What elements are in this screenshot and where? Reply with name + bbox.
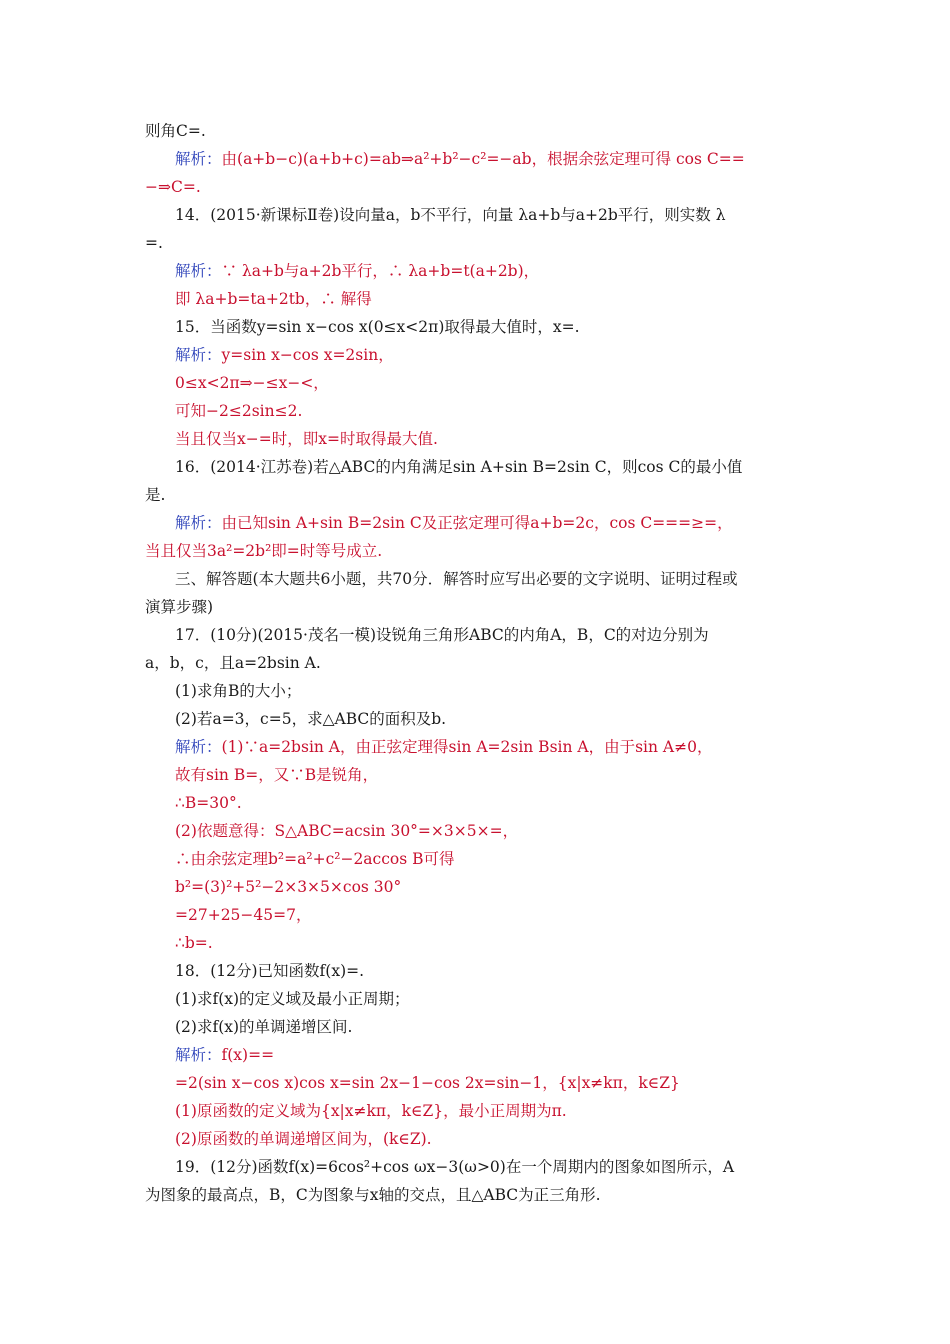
question-line: 16．(2014·江苏卷)若△ABC的内角满足sin A+sin B=2sin C，则cos C的最小值 — [175, 458, 743, 476]
question-line: (2)若a=3，c=5，求△ABC的面积及b. — [175, 710, 447, 728]
solution-label: 解析： — [175, 514, 222, 532]
solution-label: 解析： — [175, 738, 222, 756]
solution-line: (1)原函数的定义域为{x|x≠kπ，k∈Z}，最小正周期为π. — [175, 1102, 567, 1120]
question-line: 15．当函数y=sin x−cos x(0≤x<2π)取得最大值时，x=. — [175, 318, 580, 336]
solution-line: 解析：由(a+b−c)(a+b+c)=ab⇒a²+b²−c²=−ab，根据余弦定理可得 cos C== — [175, 150, 745, 168]
solution-line: 可知−2≤2sin≤2. — [175, 402, 303, 420]
solution-line: 故有sin B=，又∵B是锐角， — [175, 766, 379, 784]
solution-label: 解析： — [175, 346, 222, 364]
solution-line: 解析：(1)∵a=2bsin A，由正弦定理得sin A=2sin Bsin A，由于sin A≠0， — [175, 738, 713, 756]
solution-line: −⇒C=. — [145, 178, 201, 196]
solution-line: (2)原函数的单调递增区间为，(k∈Z). — [175, 1130, 432, 1148]
text-line: 则角C=. — [145, 122, 206, 140]
solution-line: ∴b=. — [175, 934, 213, 952]
question-line: 17．(10分)(2015·茂名一模)设锐角三角形ABC的内角A，B，C的对边分别为 — [175, 626, 709, 644]
solution-line: 解析：f(x)== — [175, 1046, 275, 1064]
solution-line: =2(sin x−cos x)cos x=sin 2x−1−cos 2x=sin−1，{x|x≠kπ，k∈Z} — [175, 1074, 680, 1092]
solution-label: 解析： — [175, 150, 222, 168]
question-line: 19．(12分)函数f(x)=6cos²+cos ωx−3(ω>0)在一个周期内的图象如图所示，A — [175, 1158, 735, 1176]
text-line: =. — [145, 234, 163, 252]
solution-line: ∴B=30°. — [175, 794, 242, 812]
solution-line: ∴由余弦定理b²=a²+c²−2accos B可得 — [175, 850, 455, 868]
question-line: (2)求f(x)的单调递增区间. — [175, 1018, 353, 1036]
solution-line: 当且仅当x−=时，即x=时取得最大值. — [175, 430, 438, 448]
text-line: a，b，c，且a=2bsin A. — [145, 654, 321, 672]
solution-label: 解析： — [175, 1046, 222, 1064]
text-line: 为图象的最高点，B，C为图象与x轴的交点，且△ABC为正三角形. — [145, 1186, 601, 1204]
question-line: (1)求角B的大小； — [175, 682, 302, 700]
solution-line: b²=(3)²+5²−2×3×5×cos 30° — [175, 878, 402, 896]
solution-line: =27+25−45=7， — [175, 906, 312, 924]
solution-line: 即 λa+b=ta+2tb，∴ 解得 — [175, 290, 372, 308]
text-line: 演算步骤) — [145, 598, 214, 616]
solution-line: 当且仅当3a²=2b²即=时等号成立. — [145, 542, 383, 560]
question-line: (1)求f(x)的定义域及最小正周期； — [175, 990, 410, 1008]
section-heading: 三、解答题(本大题共6小题，共70分．解答时应写出必要的文字说明、证明过程或 — [175, 570, 738, 588]
question-line: 18．(12分)已知函数f(x)=. — [175, 962, 365, 980]
solution-label: 解析： — [175, 262, 222, 280]
solution-line: 解析：∵ λa+b与a+2b平行，∴ λa+b=t(a+2b)， — [175, 262, 540, 280]
solution-line: 0≤x<2π⇒−≤x−<， — [175, 374, 329, 392]
solution-line: 解析：由已知sin A+sin B=2sin C及正弦定理可得a+b=2c，cos C===≥=， — [175, 514, 733, 532]
solution-line: (2)依题意得：S△ABC=acsin 30°=×3×5×=， — [175, 822, 519, 840]
question-line: 14．(2015·新课标Ⅱ卷)设向量a，b不平行，向量 λa+b与a+2b平行，则实数 λ — [175, 206, 726, 224]
solution-line: 解析：y=sin x−cos x=2sin， — [175, 346, 394, 364]
text-line: 是. — [145, 486, 166, 504]
